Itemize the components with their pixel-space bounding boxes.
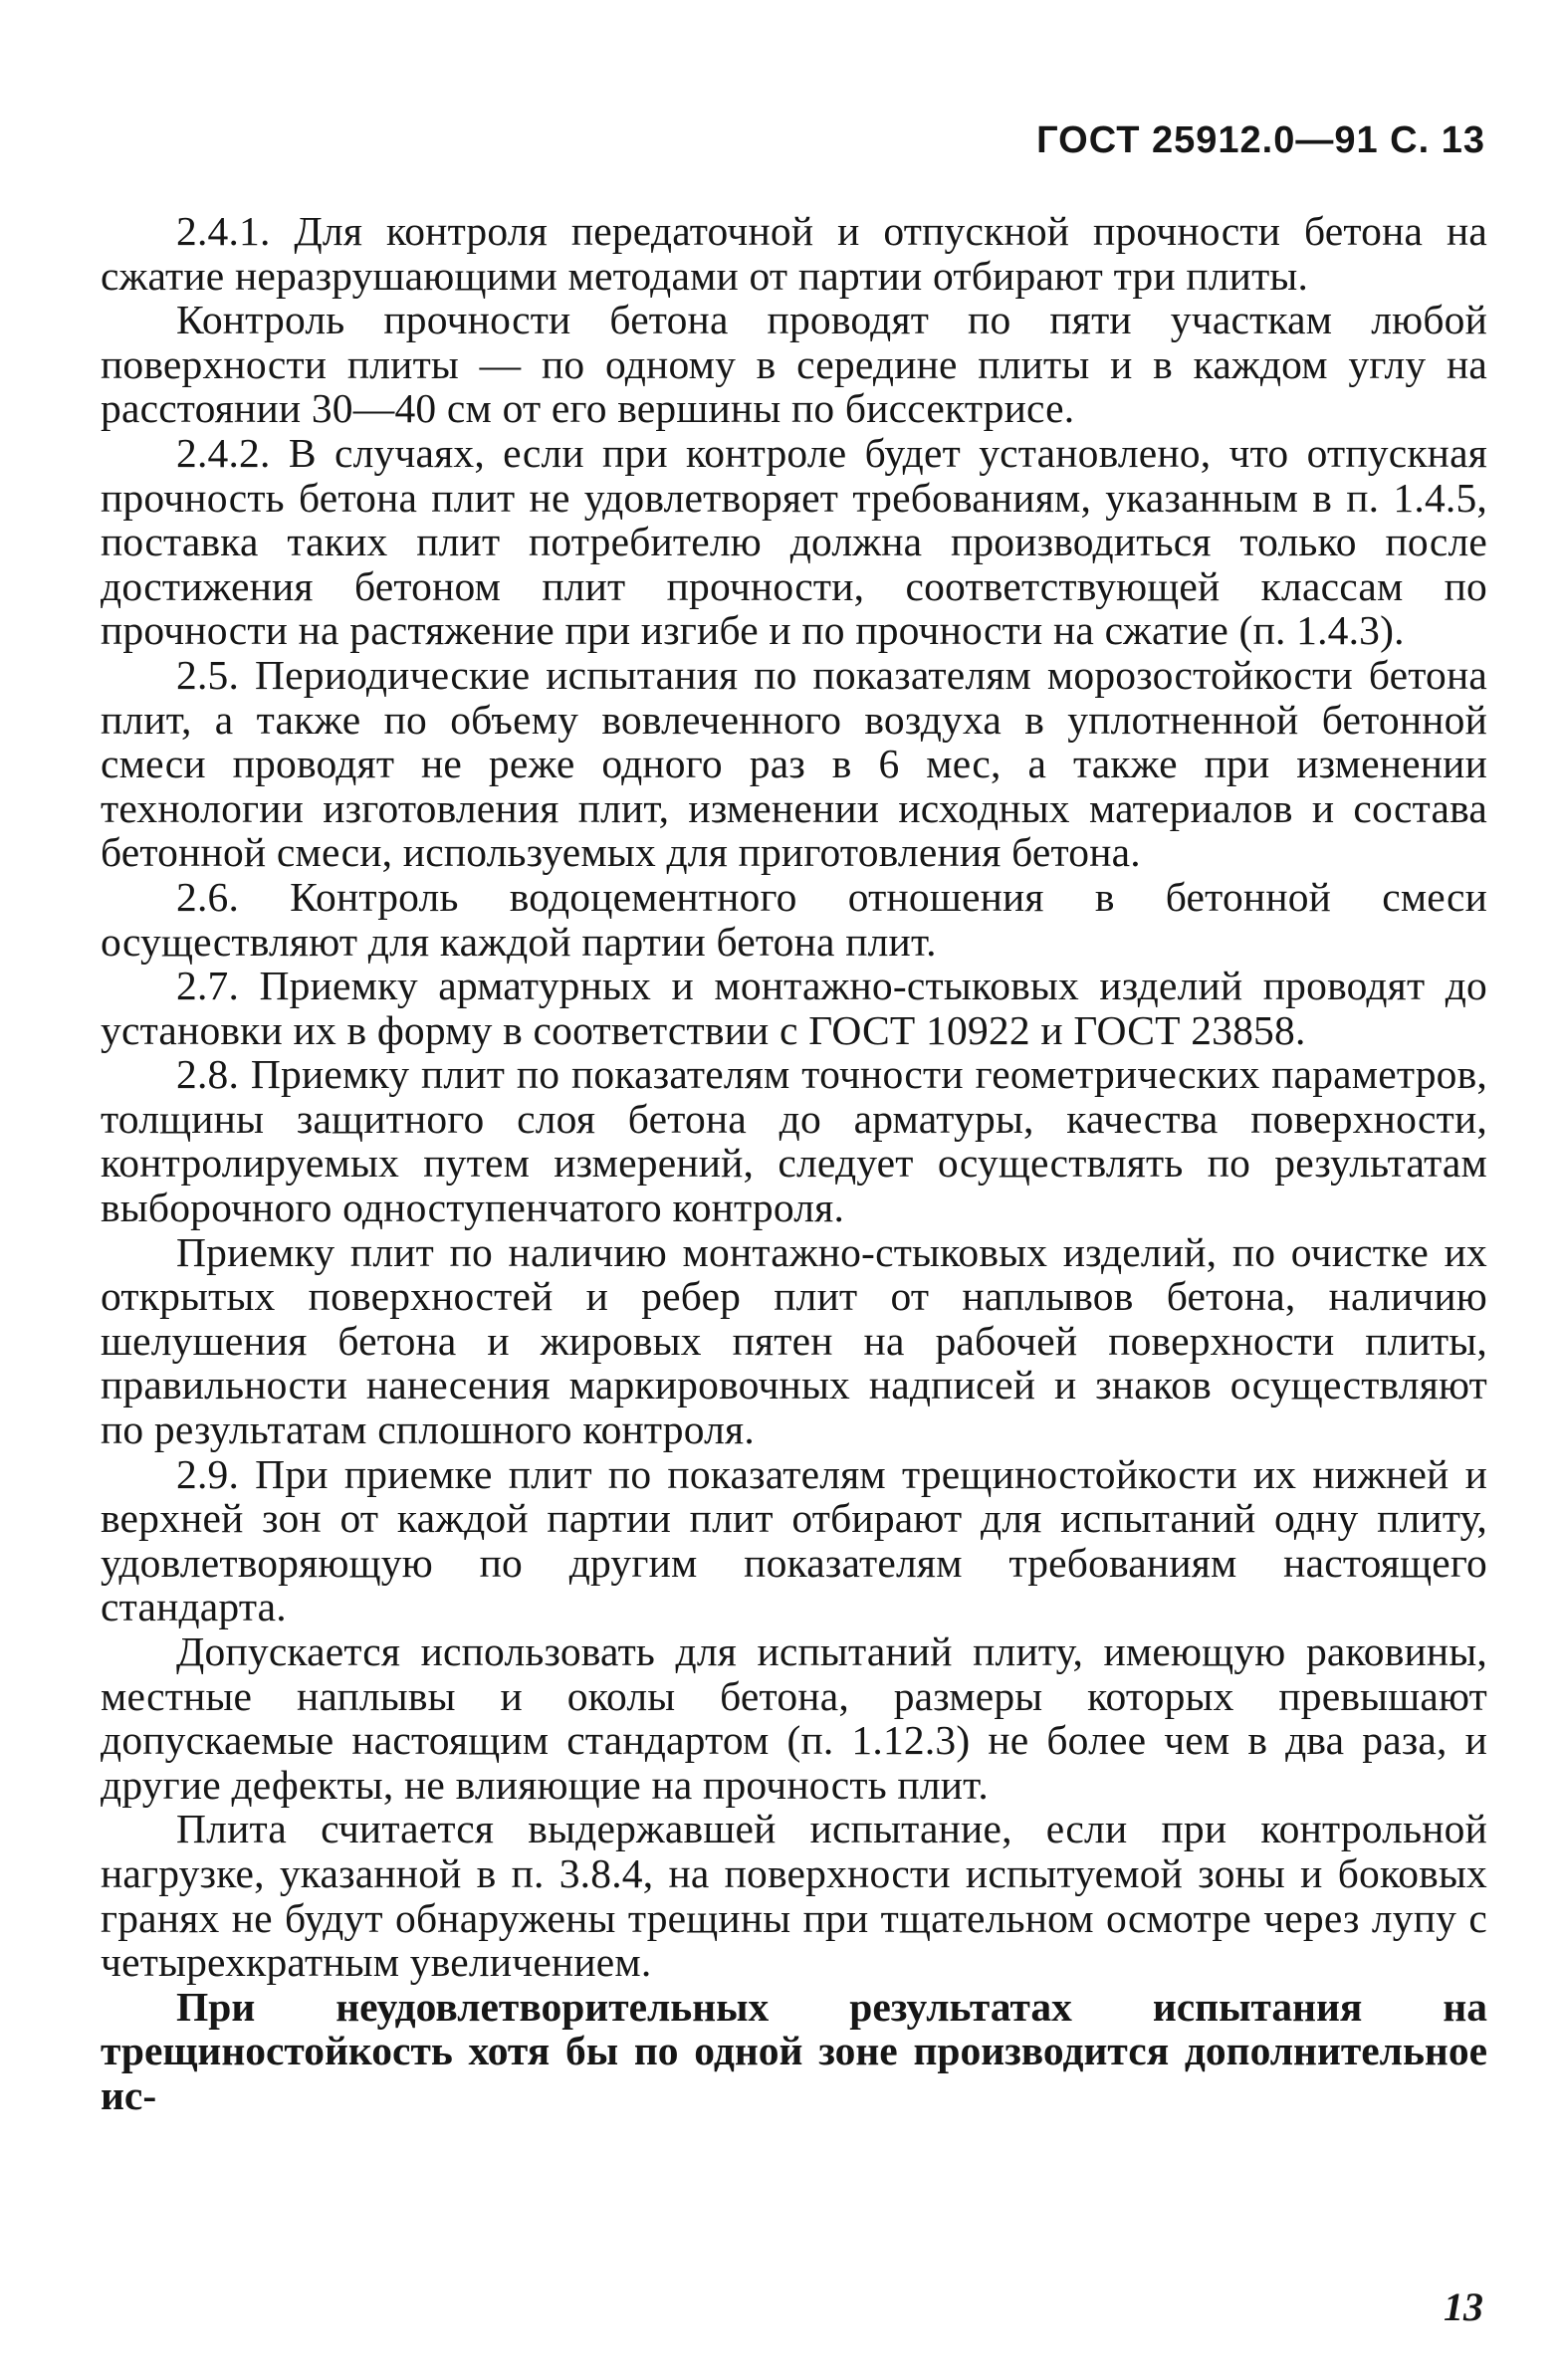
running-header: ГОСТ 25912.0—91 С. 13 — [1036, 119, 1485, 161]
paragraph-allowed-defects: Допускается использовать для испытаний плиту, имеющую раковины, местные наплывы и околы бетона, размеры которых превышают допускаемые настоящим стандартом (п. 1.12.3) не более чем в два раза, и другие дефекты, не влияющие на прочность плит. — [101, 1628, 1487, 1808]
paragraph-2-7: 2.7. Приемку арматурных и монтажно-стыковых изделий проводят до установки их в форму в соответствии с ГОСТ 10922 и ГОСТ 23858. — [101, 963, 1487, 1053]
page-number: 13 — [1444, 2284, 1483, 2329]
paragraph-test-passed-criteria: Плита считается выдержавшей испытание, если при контрольной нагрузке, указанной в п. 3.8.4, на поверхности испытуемой зоны и боковых гранях не будут обнаружены трещины при тщательном осмотре через лупу с четырехкратным увеличением. — [101, 1806, 1487, 1986]
paragraph-2-6: 2.6. Контроль водоцементного отношения в бетонной смеси осуществляют для каждой партии бетона плит. — [101, 873, 1487, 965]
paragraph-2-9: 2.9. При приемке плит по показателям трещиностойкости их нижней и верхней зон от каждой партии плит отбирают для испытаний одну плиту, удовлетворяющую по другим показателям требованиям настоящего стандарта. — [101, 1450, 1487, 1630]
paragraph-2-4-1: 2.4.1. Для контроля передаточной и отпускной прочности бетона на сжатие неразрушающими методами от партии отбирают три плиты. — [101, 208, 1487, 299]
paragraph-2-5: 2.5. Периодические испытания по показателям морозостойкости бетона плит, а также по объему вовлеченного воздуха в уплотненной бетонной смеси проводят не реже одного раз в 6 мес, а также при изменении технологии изготовления плит, изменении исходных материалов и состава бетонной смеси, используемых для приготовления бетона. — [101, 651, 1487, 876]
paragraph-strength-control-zones: Контроль прочности бетона проводят по пяти участкам любой поверхности плиты — по одному в середине плиты и в каждом углу на расстоянии 30—40 см от его вершины по биссектрисе. — [101, 297, 1487, 432]
paragraph-2-4-2: 2.4.2. В случаях, если при контроле будет установлено, что отпускная прочность бетона плит не удовлетворяет требованиям, указанным в п. 1.4.5, поставка таких плит потребителю должна производиться только после достижения бетоном плит прочности, соответствующей классам по прочности на растяжение при изгибе и по прочности на сжатие (п. 1.4.3). — [101, 429, 1487, 654]
paragraph-2-8: 2.8. Приемку плит по показателям точности геометрических параметров, толщины защитного слоя бетона до арматуры, качества поверхности, контролируемых путем измерений, следует осуществлять по результатам выборочного одноступенчатого контроля. — [101, 1051, 1487, 1231]
paragraph-continuous-control: Приемку плит по наличию монтажно-стыковых изделий, по очистке их открытых поверхностей и ребер плит от наплывов бетона, наличию шелушения бетона и жировых пятен на рабочей поверхности плиты, правильности нанесения маркировочных надписей и знаков осуществляют по результатам сплошного контроля. — [101, 1228, 1487, 1453]
paragraph-unsatisfactory-results: При неудовлетворительных результатах испытания на трещиностойкость хотя бы по одной зоне производится дополнительное ис- — [101, 1983, 1487, 2118]
body-text — [101, 209, 1487, 2118]
